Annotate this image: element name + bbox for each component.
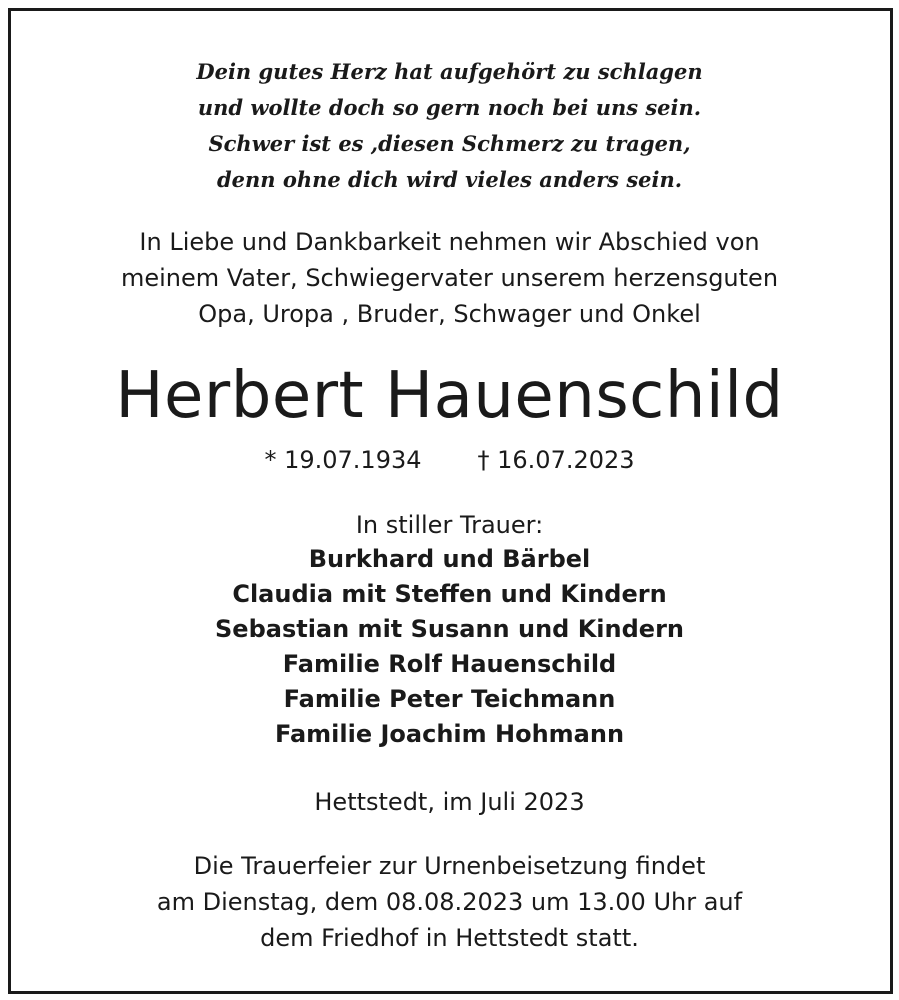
intro-line: In Liebe und Dankbarkeit nehmen wir Abschied von [139, 228, 760, 256]
mourner: Sebastian mit Susann und Kindern [215, 615, 684, 643]
intro-line: meinem Vater, Schwiegervater unserem herzensguten [120, 264, 779, 292]
mourner: Familie Rolf Hauenschild [282, 650, 617, 678]
farewell-intro [0, 224, 899, 332]
intro-line: Opa, Uropa , Bruder, Schwager und Onkel [198, 300, 701, 328]
mourning-label: In stiller Trauer: [355, 511, 544, 539]
poem [0, 54, 899, 198]
life-dates [0, 444, 899, 476]
deceased-name: Herbert Hauenschild [115, 359, 784, 433]
poem-line: Dein gutes Herz hat aufgehört zu schlagen [196, 59, 703, 84]
place-date: Hettstedt, im Juli 2023 [314, 788, 585, 816]
poem-line: Schwer ist es ,diesen Schmerz zu tragen, [208, 131, 691, 156]
birth-date: * 19.07.1934 [264, 446, 422, 474]
mourners-list [0, 542, 899, 752]
mourner: Claudia mit Steffen und Kindern [232, 580, 667, 608]
mourner: Familie Joachim Hohmann [274, 720, 625, 748]
death-date: † 16.07.2023 [477, 446, 635, 474]
mourner: Familie Peter Teichmann [283, 685, 616, 713]
mourner: Burkhard und Bärbel [308, 545, 591, 573]
ceremony-line: Die Trauerfeier zur Urnenbeisetzung findet [193, 852, 706, 880]
poem-line: und wollte doch so gern noch bei uns sein. [197, 95, 702, 120]
poem-line: denn ohne dich wird vieles anders sein. [216, 167, 683, 192]
ceremony-line: dem Friedhof in Hettstedt statt. [260, 924, 639, 952]
ceremony-notice [0, 848, 899, 956]
ceremony-line: am Dienstag, dem 08.08.2023 um 13.00 Uhr auf [156, 888, 743, 916]
